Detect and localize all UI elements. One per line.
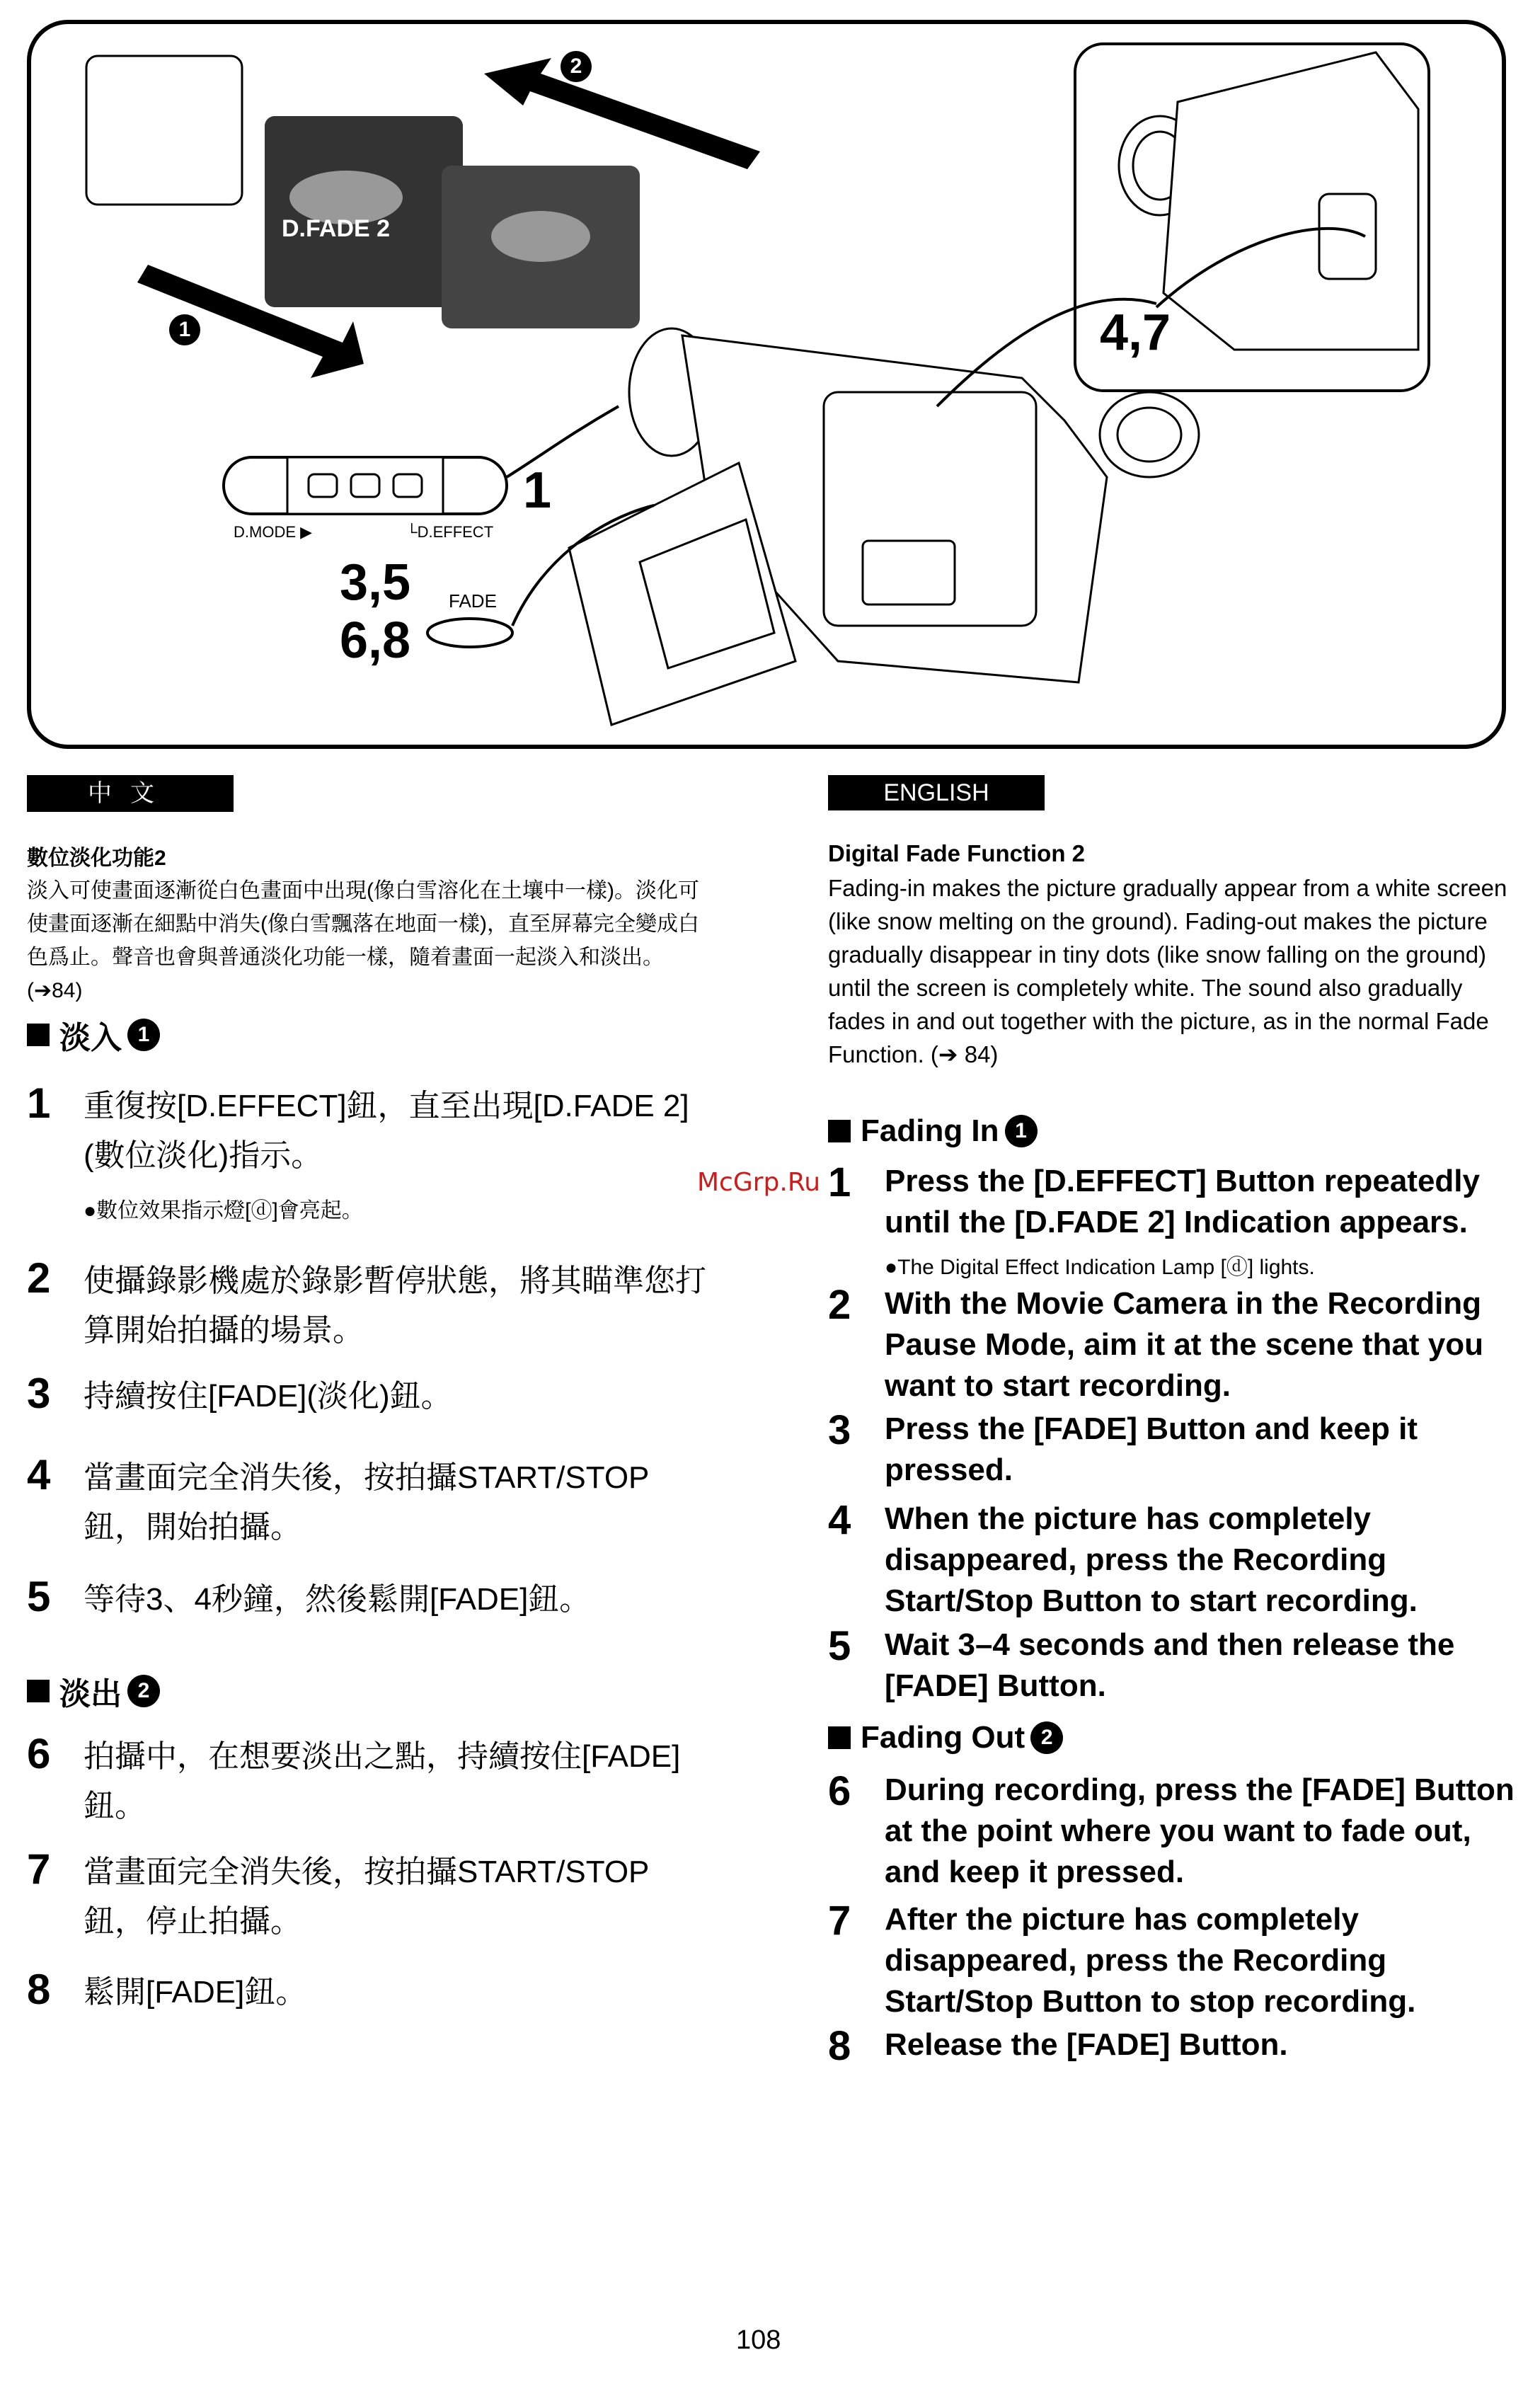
watermark: McGrp.Ru	[697, 1168, 821, 1197]
illustration-panel	[27, 20, 1506, 749]
callout-1: 1	[523, 462, 552, 519]
step-text: Press the [D.EFFECT] Button repeatedly until the [D.FADE 2] Indication appears.	[885, 1164, 1481, 1239]
step-text: With the Movie Camera in the Recording Pause Mode, aim it at the scene that you want to start recording.	[885, 1286, 1483, 1403]
step-number: 8	[828, 2023, 851, 2069]
zh-fade-out-heading	[27, 1668, 160, 1714]
camcorder-illustration	[31, 24, 1510, 753]
zh-intro: 淡入可使畫面逐漸從白色畫面中出現(像白雪溶化在土壤中一樣)。淡化可使畫面逐漸在細點中消失(像白雪飄落在地面一樣)，直至屏幕完全變成白色爲止。聲音也會與普通淡化功能一樣，隨着畫面一起淡入和淡出。(➔84)	[27, 879, 699, 1002]
en-step-2	[828, 1283, 1522, 1406]
step-number: 6	[27, 1730, 51, 1777]
step-number: 3	[27, 1370, 51, 1417]
step-text: 鬆開[FADE]鈕。	[84, 1975, 307, 2010]
zh-step-1	[27, 1079, 706, 1181]
zh-step-8	[27, 1968, 706, 2017]
step-number: 6	[828, 1768, 851, 1814]
zh-fade-in-label: 淡入	[59, 1021, 122, 1055]
circle-2-icon: 2	[127, 1675, 160, 1707]
d-mode-label: D.MODE ▶	[234, 523, 313, 541]
en-fade-in-heading	[828, 1113, 1038, 1149]
zh-title: 數位淡化功能2	[27, 847, 166, 870]
en-title: Digital Fade Function 2	[828, 840, 1086, 866]
zh-fade-in-heading	[27, 1012, 160, 1058]
chinese-column	[27, 775, 720, 2013]
en-step-4	[828, 1498, 1522, 1622]
step-text: 使攝錄影機處於錄影暫停狀態，將其瞄準您打算開始拍攝的場景。	[84, 1263, 706, 1348]
step-number: 4	[27, 1451, 51, 1498]
step-text: Release the [FADE] Button.	[885, 2027, 1288, 2062]
english-column	[828, 775, 1515, 2069]
fade-label: FADE	[449, 590, 497, 612]
zh-step-4	[27, 1453, 706, 1552]
zh-step-2	[27, 1256, 706, 1356]
zh-step-6	[27, 1732, 706, 1831]
circle-1-icon: 1	[127, 1019, 160, 1051]
step-text: 當畫面完全消失後，按拍攝START/STOP鈕，停止拍攝。	[84, 1855, 650, 1939]
square-bullet-icon	[828, 1726, 851, 1749]
circle-1-icon: 1	[1005, 1115, 1038, 1147]
step-number: 2	[828, 1282, 851, 1328]
zh-step-3	[27, 1372, 706, 1421]
en-step-1	[828, 1161, 1522, 1243]
fade-in-marker: 1	[169, 314, 200, 345]
step-text: 當畫面完全消失後，按拍攝START/STOP鈕，開始拍攝。	[84, 1460, 650, 1545]
step-text: 重復按[D.EFFECT]鈕，直至出現[D.FADE 2](數位淡化)指示。	[84, 1089, 689, 1173]
zh-note-lamp: ●數位效果指示燈[ⓓ]會亮起。	[84, 1199, 363, 1222]
square-bullet-icon	[828, 1120, 851, 1142]
english-section-tag: ENGLISH	[828, 775, 1045, 810]
step-number: 7	[27, 1845, 51, 1893]
en-step-7	[828, 1899, 1522, 2022]
callout-6-8: 6,8	[340, 612, 411, 669]
step-number: 5	[828, 1623, 851, 1669]
step-text: When the picture has completely disappeared, press the Recording Start/Stop Button to start recording.	[885, 1501, 1418, 1618]
zh-fade-out-label: 淡出	[59, 1677, 122, 1712]
circle-2-icon: 2	[1030, 1721, 1063, 1754]
callout-3-5: 3,5	[340, 554, 411, 611]
square-bullet-icon	[27, 1680, 50, 1702]
step-number: 5	[27, 1573, 51, 1620]
step-number: 3	[828, 1407, 851, 1453]
chinese-section-tag: 中文	[27, 775, 234, 812]
en-step-3	[828, 1409, 1522, 1491]
en-fade-in-label: Fading In	[861, 1113, 999, 1148]
step-text: 持續按住[FADE](淡化)鈕。	[84, 1379, 452, 1414]
zh-step-5	[27, 1575, 706, 1624]
zh-step-7	[27, 1847, 706, 1947]
en-note-lamp: ●The Digital Effect Indication Lamp [ⓓ] lights.	[885, 1256, 1315, 1279]
square-bullet-icon	[27, 1024, 50, 1046]
step-number: 2	[27, 1254, 51, 1302]
step-number: 7	[828, 1898, 851, 1944]
step-number: 1	[828, 1159, 851, 1205]
en-step-6	[828, 1770, 1522, 1893]
d-fade-2-screen-label: D.FADE 2	[282, 215, 391, 242]
en-fade-out-heading	[828, 1720, 1063, 1755]
step-text: 拍攝中，在想要淡出之點，持續按住[FADE]鈕。	[84, 1739, 681, 1823]
callout-4-7: 4,7	[1100, 304, 1171, 361]
step-text: Wait 3–4 seconds and then release the [FADE] Button.	[885, 1627, 1455, 1703]
en-intro: Fading-in makes the picture gradually appear from a white screen (like snow melting on the ground). Fading-out makes the picture gradually disappear in tiny dots (like snow falling on the ground) until the screen is completely white. The sound also gradually fades in and out together with the picture, as in the normal Fade Function. (➔ 84)	[828, 875, 1507, 1067]
en-step-5	[828, 1624, 1522, 1707]
d-effect-label: └D.EFFECT	[406, 523, 494, 541]
step-number: 4	[828, 1497, 851, 1543]
en-step-8	[828, 2024, 1522, 2068]
en-fade-out-label: Fading Out	[861, 1720, 1025, 1755]
step-text: During recording, press the [FADE] Button at the point where you want to fade out, and keep it pressed.	[885, 1772, 1515, 1889]
step-number: 8	[27, 1966, 51, 2013]
fade-out-marker: 2	[561, 51, 592, 82]
step-text: After the picture has completely disappeared, press the Recording Start/Stop Button to stop recording.	[885, 1902, 1416, 2019]
step-text: 等待3、4秒鐘，然後鬆開[FADE]鈕。	[84, 1582, 591, 1617]
step-text: Press the [FADE] Button and keep it pressed.	[885, 1411, 1418, 1487]
page-number: 108	[736, 2325, 781, 2355]
step-number: 1	[27, 1079, 51, 1127]
